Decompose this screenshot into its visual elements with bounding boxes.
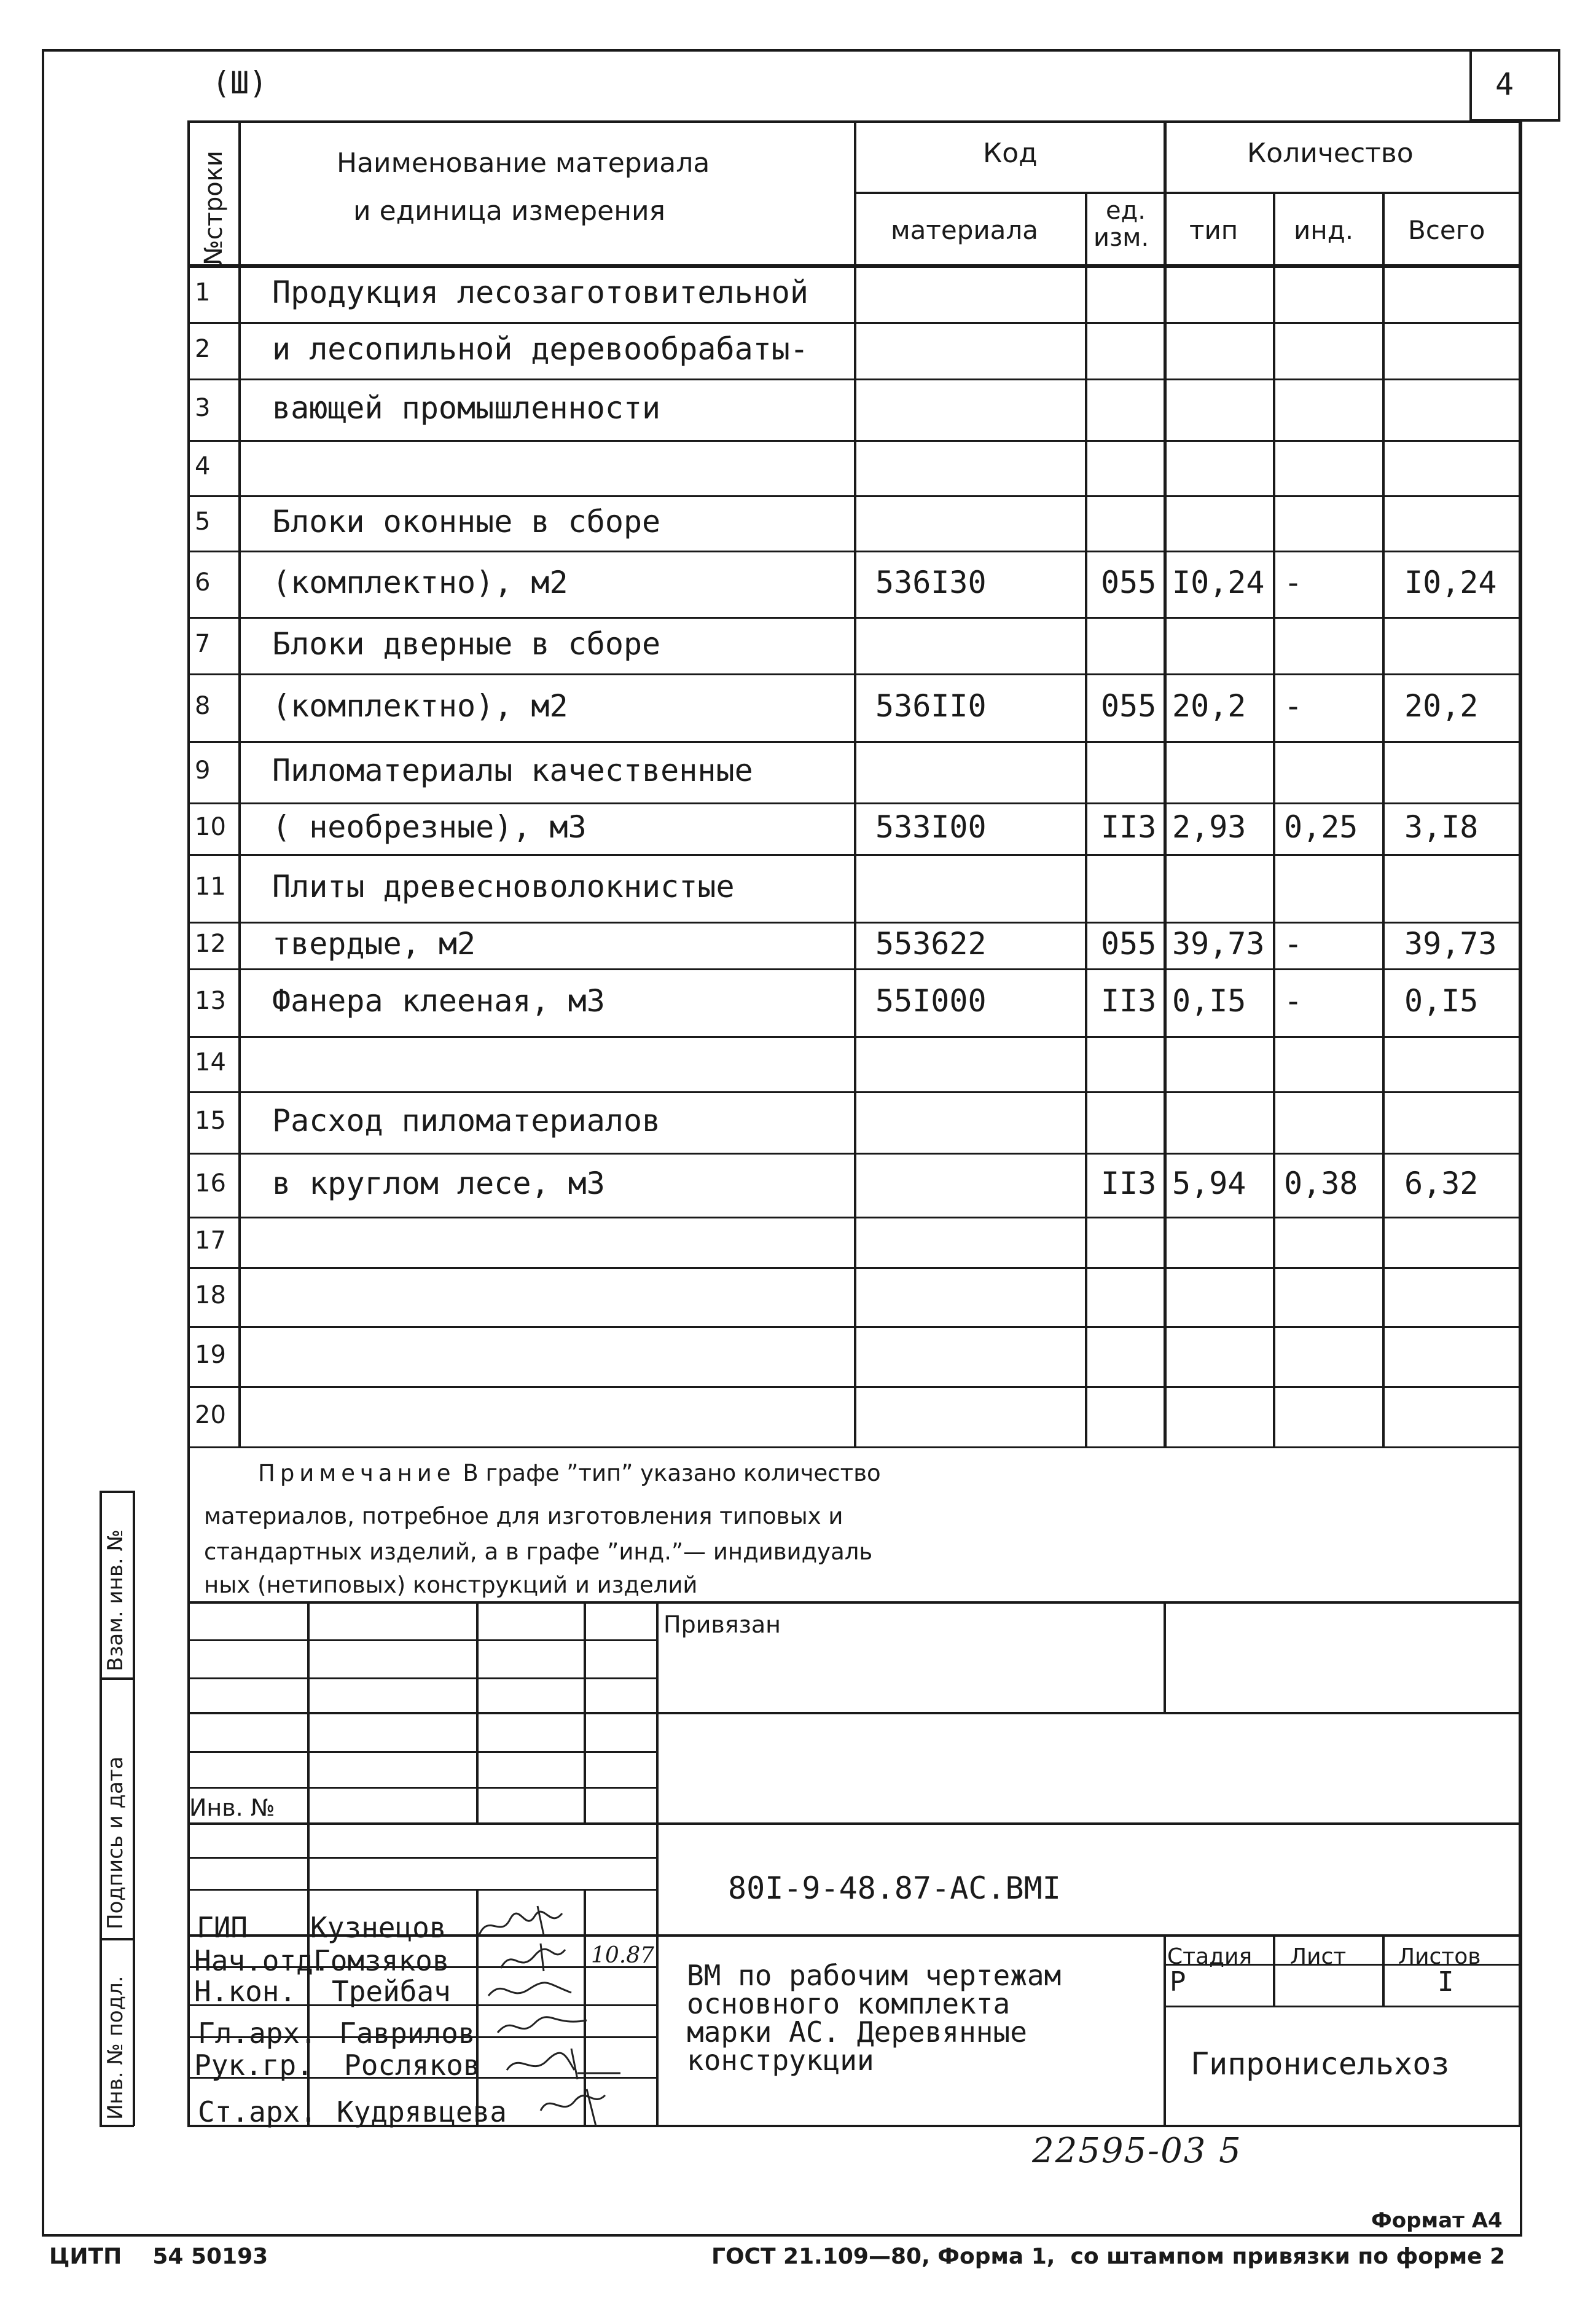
staff-role-0: ГИП bbox=[197, 1911, 248, 1944]
row-qty-total: 0,I5 bbox=[1404, 983, 1479, 1019]
header-total: Всего bbox=[1408, 215, 1485, 245]
sheets-value: I bbox=[1438, 1966, 1454, 1998]
note-text: В графе ”тип” указано количество bbox=[463, 1460, 881, 1486]
row-number: 19 bbox=[195, 1341, 226, 1370]
stamp-line bbox=[187, 1446, 190, 2126]
row-qty-type: 2,93 bbox=[1172, 809, 1246, 845]
staff-role-2: Н.кон. bbox=[194, 1975, 297, 2008]
table-row-line bbox=[187, 1446, 1521, 1448]
stamp-vline bbox=[1382, 1934, 1385, 2007]
staff-role-3: Гл.арх. bbox=[198, 2017, 317, 2050]
signature-4 bbox=[504, 2042, 627, 2085]
footer-left: ЦИТП 54 50193 bbox=[49, 2244, 268, 2269]
row-qty-ind: - bbox=[1284, 565, 1303, 600]
stamp-line bbox=[187, 1677, 658, 1679]
table-head-mid bbox=[854, 192, 1521, 194]
row-qty-type: I0,24 bbox=[1172, 565, 1265, 600]
frame-left bbox=[42, 49, 44, 2236]
table-row-line bbox=[187, 673, 1521, 675]
stamp-vline bbox=[584, 1601, 586, 1822]
row-number: 16 bbox=[195, 1169, 226, 1198]
table-col-line bbox=[238, 120, 241, 1446]
row-material-code: 536II0 bbox=[875, 688, 987, 724]
row-qty-ind: 0,25 bbox=[1284, 809, 1358, 845]
header-name-line1: Наименование материала bbox=[337, 147, 710, 179]
note-line4: ных (нетиповых) конструкций и изделий bbox=[204, 1572, 698, 1598]
note-label: Примечание bbox=[258, 1460, 456, 1486]
footer-right: ГОСТ 21.109—80, Форма 1, со штампом привязки по форме 2 bbox=[711, 2244, 1506, 2269]
staff-name-4: Росляков bbox=[344, 2049, 480, 2082]
stamp-line bbox=[187, 1601, 1521, 1604]
table-col-line bbox=[187, 120, 190, 1446]
row-qty-total: 6,32 bbox=[1404, 1166, 1479, 1201]
table-row-line bbox=[187, 1386, 1521, 1388]
row-material-name: в круглом лесе, м3 bbox=[272, 1166, 605, 1201]
row-material-name: твердые, м2 bbox=[272, 926, 476, 962]
signature-0 bbox=[476, 1901, 587, 1944]
row-material-code: 55I000 bbox=[875, 983, 987, 1019]
side-label-podpis: Подпись и дата bbox=[103, 1756, 128, 1929]
row-unit-code: 055 bbox=[1101, 565, 1157, 600]
table-row-line bbox=[187, 1267, 1521, 1269]
row-number: 11 bbox=[195, 873, 226, 901]
page-number: 4 bbox=[1495, 66, 1514, 102]
row-qty-ind: - bbox=[1284, 926, 1303, 962]
staff-role-5: Ст.арх. bbox=[198, 2095, 317, 2128]
header-unit-line1: ед. bbox=[1106, 197, 1146, 225]
signature-2 bbox=[485, 1971, 584, 2008]
stamp-vline bbox=[1273, 1934, 1275, 2007]
staff-role-4: Рук.гр. bbox=[194, 2049, 313, 2082]
row-material-name: Плиты древесноволокнистые bbox=[272, 869, 735, 904]
side-strip-sep2 bbox=[100, 1677, 134, 1680]
table-head-top bbox=[187, 120, 1521, 123]
table-head-bottom bbox=[187, 264, 1521, 268]
row-qty-ind: - bbox=[1284, 983, 1303, 1019]
inv-no-label: Инв. № bbox=[189, 1794, 275, 1821]
staff-name-3: Гаврилов bbox=[339, 2017, 475, 2050]
row-number: 18 bbox=[195, 1281, 226, 1310]
row-material-name: вающей промышленности bbox=[272, 390, 661, 426]
stamp-line bbox=[187, 1889, 658, 1891]
sheet-label: Лист bbox=[1290, 1944, 1347, 1969]
row-qty-type: 5,94 bbox=[1172, 1166, 1246, 1201]
table-row-line bbox=[187, 802, 1521, 804]
stamp-vline bbox=[1164, 1934, 1166, 2126]
title-line-2: марки АС. Деревянные bbox=[687, 2015, 1027, 2049]
row-number: 5 bbox=[195, 508, 211, 536]
row-qty-total: 3,I8 bbox=[1404, 809, 1479, 845]
side-strip-left bbox=[100, 1491, 102, 2126]
table-col-line bbox=[854, 120, 856, 1446]
stamp-line bbox=[1164, 2006, 1521, 2007]
row-number: 15 bbox=[195, 1107, 226, 1136]
side-strip-sep1 bbox=[100, 1491, 134, 1493]
row-material-name: ( необрезные), м3 bbox=[272, 809, 587, 845]
stamp-vline bbox=[307, 1601, 310, 1822]
staff-name-1: Гомзяков bbox=[313, 1944, 450, 1977]
organization: Гипронисельхоз bbox=[1191, 2046, 1450, 2082]
table-row-line bbox=[187, 379, 1521, 380]
table-row-line bbox=[187, 440, 1521, 442]
row-material-name: Расход пиломатериалов bbox=[272, 1103, 661, 1139]
row-qty-ind: - bbox=[1284, 688, 1303, 724]
row-number: 2 bbox=[195, 335, 211, 364]
header-row-number: №строки bbox=[200, 151, 228, 265]
note-line3: стандартных изделий, а в графе ”инд.”— индивидуаль bbox=[204, 1539, 873, 1565]
stage-label: Стадия bbox=[1167, 1944, 1253, 1969]
table-row-line bbox=[187, 1217, 1521, 1218]
row-number: 4 bbox=[195, 452, 211, 481]
corner-mark: (Ш) bbox=[212, 65, 268, 101]
row-number: 14 bbox=[195, 1048, 226, 1077]
row-material-name: Фанера клееная, м3 bbox=[272, 983, 605, 1019]
row-number: 10 bbox=[195, 813, 226, 842]
table-row-line bbox=[187, 1091, 1521, 1093]
row-unit-code: II3 bbox=[1101, 809, 1157, 845]
row-qty-type: 0,I5 bbox=[1172, 983, 1246, 1019]
header-code: Код bbox=[983, 138, 1038, 169]
header-name-line2: и единица измерения bbox=[353, 195, 666, 227]
title-line-3: конструкции bbox=[687, 2044, 874, 2077]
table-row-line bbox=[187, 551, 1521, 552]
title-line-1: основного комплекта bbox=[687, 1987, 1011, 2020]
row-number: 12 bbox=[195, 930, 226, 959]
row-qty-total: 39,73 bbox=[1404, 926, 1497, 962]
title-line-0: ВМ по рабочим чертежам bbox=[687, 1959, 1062, 1992]
header-material: материала bbox=[891, 215, 1039, 245]
row-material-name: (комплектно), м2 bbox=[272, 688, 568, 724]
table-row-line bbox=[187, 617, 1521, 619]
row-material-name: Продукция лесозаготовительной bbox=[272, 275, 808, 310]
stamp-vline bbox=[1519, 1446, 1522, 2126]
staff-role-1: Нач.отд. bbox=[194, 1944, 331, 1977]
side-label-vzam: Взам. инв. № bbox=[103, 1529, 128, 1671]
header-type: тип bbox=[1189, 215, 1238, 245]
side-strip-sep3 bbox=[100, 1938, 134, 1940]
row-number: 17 bbox=[195, 1226, 226, 1255]
table-row-line bbox=[187, 1153, 1521, 1155]
document-code: 80I-9-48.87-АС.ВМI bbox=[728, 1870, 1061, 1906]
table-row-line bbox=[187, 495, 1521, 497]
row-number: 20 bbox=[195, 1401, 226, 1430]
row-material-name: Блоки дверные в сборе bbox=[272, 626, 661, 662]
row-unit-code: II3 bbox=[1101, 983, 1157, 1019]
row-qty-total: 20,2 bbox=[1404, 688, 1479, 724]
page-number-box-right bbox=[1558, 49, 1560, 122]
row-unit-code: II3 bbox=[1101, 1166, 1157, 1201]
row-number: 9 bbox=[195, 756, 211, 785]
header-quantity: Количество bbox=[1247, 138, 1414, 169]
signature-3 bbox=[495, 2008, 593, 2045]
row-qty-type: 20,2 bbox=[1172, 688, 1246, 724]
frame-bottom bbox=[42, 2234, 1522, 2237]
table-row-line bbox=[187, 741, 1521, 743]
signature-5 bbox=[538, 2083, 624, 2132]
handwritten-number: 22595-03 5 bbox=[1032, 2131, 1242, 2171]
privyazan-label: Привязан bbox=[663, 1611, 781, 1638]
row-qty-type: 39,73 bbox=[1172, 926, 1265, 962]
sign-date: 10.87 bbox=[591, 1943, 655, 1968]
row-number: 6 bbox=[195, 568, 211, 597]
staff-name-5: Кудрявцева bbox=[337, 2095, 507, 2128]
note-line1 bbox=[258, 1460, 881, 1486]
row-material-name: и лесопильной деревообрабаты- bbox=[272, 331, 808, 367]
row-material-code: 533I00 bbox=[875, 809, 987, 845]
stamp-line bbox=[187, 1639, 658, 1641]
header-individual: инд. bbox=[1294, 215, 1354, 245]
row-number: 8 bbox=[195, 692, 211, 721]
note-line2: материалов, потребное для изготовления типовых и bbox=[204, 1503, 843, 1529]
row-unit-code: 055 bbox=[1101, 926, 1157, 962]
row-number: 1 bbox=[195, 278, 211, 307]
table-row-line bbox=[187, 1036, 1521, 1038]
sheets-label: Листов bbox=[1398, 1944, 1481, 1969]
staff-name-2: Трейбач bbox=[332, 1975, 451, 2008]
stamp-line bbox=[187, 1751, 658, 1753]
table-row-line bbox=[187, 922, 1521, 924]
stage-value: Р bbox=[1170, 1966, 1186, 1998]
table-row-line bbox=[187, 1326, 1521, 1328]
stamp-vline bbox=[1164, 1601, 1166, 1712]
stamp-line bbox=[187, 1787, 658, 1789]
row-qty-total: I0,24 bbox=[1404, 565, 1497, 600]
stamp-line bbox=[187, 1857, 658, 1859]
stamp-vline bbox=[476, 1601, 479, 1822]
table-row-line bbox=[187, 854, 1521, 856]
table-col-line bbox=[1164, 120, 1167, 1446]
table-row-line bbox=[187, 322, 1521, 324]
side-strip-bottom bbox=[100, 2125, 134, 2127]
row-qty-ind: 0,38 bbox=[1284, 1166, 1358, 1201]
row-material-name: Блоки оконные в сборе bbox=[272, 504, 661, 539]
row-material-code: 553622 bbox=[875, 926, 987, 962]
staff-name-0: Кузнецов bbox=[310, 1911, 447, 1944]
row-number: 7 bbox=[195, 630, 211, 659]
stamp-vline bbox=[656, 1601, 659, 2126]
row-unit-code: 055 bbox=[1101, 688, 1157, 724]
stamp-line bbox=[187, 1712, 1521, 1714]
side-label-inv-podl: Инв. № подл. bbox=[103, 1975, 128, 2120]
table-col-line bbox=[1519, 120, 1522, 1446]
row-material-code: 536I30 bbox=[875, 565, 987, 600]
stamp-line bbox=[187, 1822, 1521, 1825]
side-strip-right bbox=[133, 1491, 135, 2126]
row-number: 13 bbox=[195, 987, 226, 1016]
table-row-line bbox=[187, 968, 1521, 970]
page-number-box-left bbox=[1469, 49, 1472, 120]
row-material-name: Пиломатериалы качественные bbox=[272, 753, 753, 788]
row-material-name: (комплектно), м2 bbox=[272, 565, 568, 600]
format-label: Формат А4 bbox=[1371, 2208, 1503, 2233]
frame-top bbox=[42, 49, 1560, 52]
row-number: 3 bbox=[195, 394, 211, 423]
header-unit-line2: изм. bbox=[1093, 224, 1149, 252]
